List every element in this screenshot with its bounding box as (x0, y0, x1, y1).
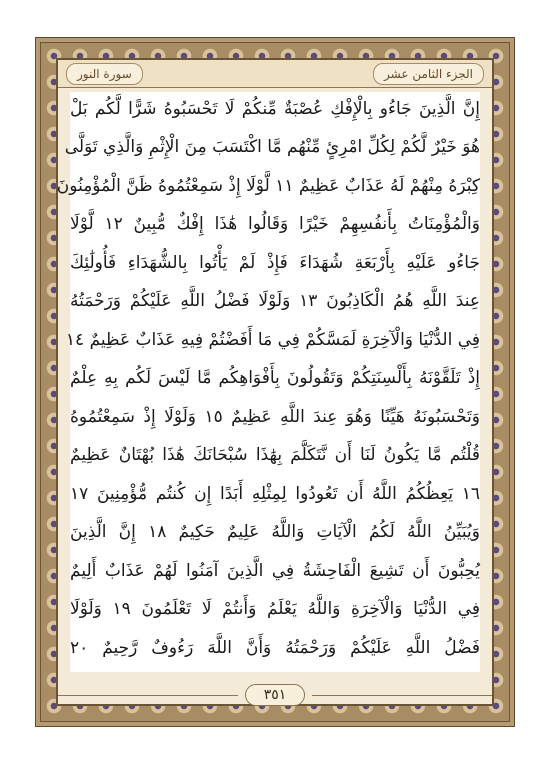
verse-line: إِذْ تَلَقَّوْنَهُ بِأَلْسِنَتِكُمْ وَتَقُولُونَ بِأَفْوَاهِكُم مَّا لَيْسَ لَكُم بِهِ عِلْمٌ (70, 368, 480, 388)
verse-line: إِنَّ الَّذِينَ جَاءُو بِالْإِفْكِ عُصْبَةٌ مِّنكُمْ لَا تَحْسَبُوهُ شَرًّا لَّكُم بَلْ (70, 99, 480, 119)
footer-rule-right (312, 695, 492, 696)
page-footer (58, 684, 492, 706)
verse-line: هُوَ خَيْرٌ لَّكُمْ لِكُلِّ امْرِئٍ مِّنْهُم مَّا اكْتَسَبَ مِنَ الْإِثْمِ وَالَّذِي تَوَلَّى (64, 137, 480, 157)
verse-line: جَاءُو عَلَيْهِ بِأَرْبَعَةِ شُهَدَاءَ فَإِذْ لَمْ يَأْتُوا بِالشُّهَدَاءِ فَأُولَٰئِكَ (70, 253, 480, 273)
verse-line: ١٦ يَعِظُكُمُ اللَّهُ أَن تَعُودُوا لِمِثْلِهِ أَبَدًا إِن كُنتُم مُّؤْمِنِينَ ١٧ (70, 484, 480, 504)
verse-line: فَضْلُ اللَّهِ عَلَيْكُمْ وَرَحْمَتُهُ وَأَنَّ اللَّهَ رَءُوفٌ رَّحِيمٌ ٢٠ (70, 638, 480, 658)
verse-text-panel (56, 92, 481, 672)
verse-line: وَيُبَيِّنُ اللَّهُ لَكُمُ الْآيَاتِ وَاللَّهُ عَلِيمٌ حَكِيمٌ ١٨ إِنَّ الَّذِينَ (70, 522, 480, 542)
verse-line: وَالْمُؤْمِنَاتُ بِأَنفُسِهِمْ خَيْرًا وَقَالُوا هَٰذَا إِفْكٌ مُّبِينٌ ١٢ لَّوْلَا (70, 214, 480, 234)
page-number: ٣٥١ (245, 684, 305, 706)
verse-line: يُحِبُّونَ أَن تَشِيعَ الْفَاحِشَةُ فِي الَّذِينَ آمَنُوا لَهُمْ عَذَابٌ أَلِيمٌ (70, 561, 480, 581)
surah-title: سورة النور (66, 63, 143, 85)
verse-line: عِندَ اللَّهِ هُمُ الْكَاذِبُونَ ١٣ وَلَوْلَا فَضْلُ اللَّهِ عَلَيْكُمْ وَرَحْمَتُهُ (70, 291, 480, 311)
footer-rule-left (58, 695, 238, 696)
page-header (58, 60, 492, 88)
verse-line: قُلْتُم مَّا يَكُونُ لَنَا أَن نَّتَكَلَّمَ بِهَٰذَا سُبْحَانَكَ هَٰذَا بُهْتَانٌ عَظِيمٌ (70, 445, 480, 465)
verse-line: فِي الدُّنْيَا وَالْآخِرَةِ لَمَسَّكُمْ فِي مَا أَفَضْتُمْ فِيهِ عَذَابٌ عَظِيمٌ ١٤ (65, 330, 480, 350)
verse-line: فِي الدُّنْيَا وَالْآخِرَةِ وَاللَّهُ يَعْلَمُ وَأَنتُمْ لَا تَعْلَمُونَ ١٩ وَلَوْلَا (70, 599, 480, 619)
juz-title: الجزء الثامن عشر (373, 63, 484, 85)
verse-line: كِبْرَهُ مِنْهُمْ لَهُ عَذَابٌ عَظِيمٌ ١١ لَّوْلَا إِذْ سَمِعْتُمُوهُ ظَنَّ الْمُؤْمِنُونَ (56, 176, 480, 196)
verse-line: وَتَحْسَبُونَهُ هَيِّنًا وَهُوَ عِندَ اللَّهِ عَظِيمٌ ١٥ وَلَوْلَا إِذْ سَمِعْتُمُوهُ (70, 407, 481, 427)
